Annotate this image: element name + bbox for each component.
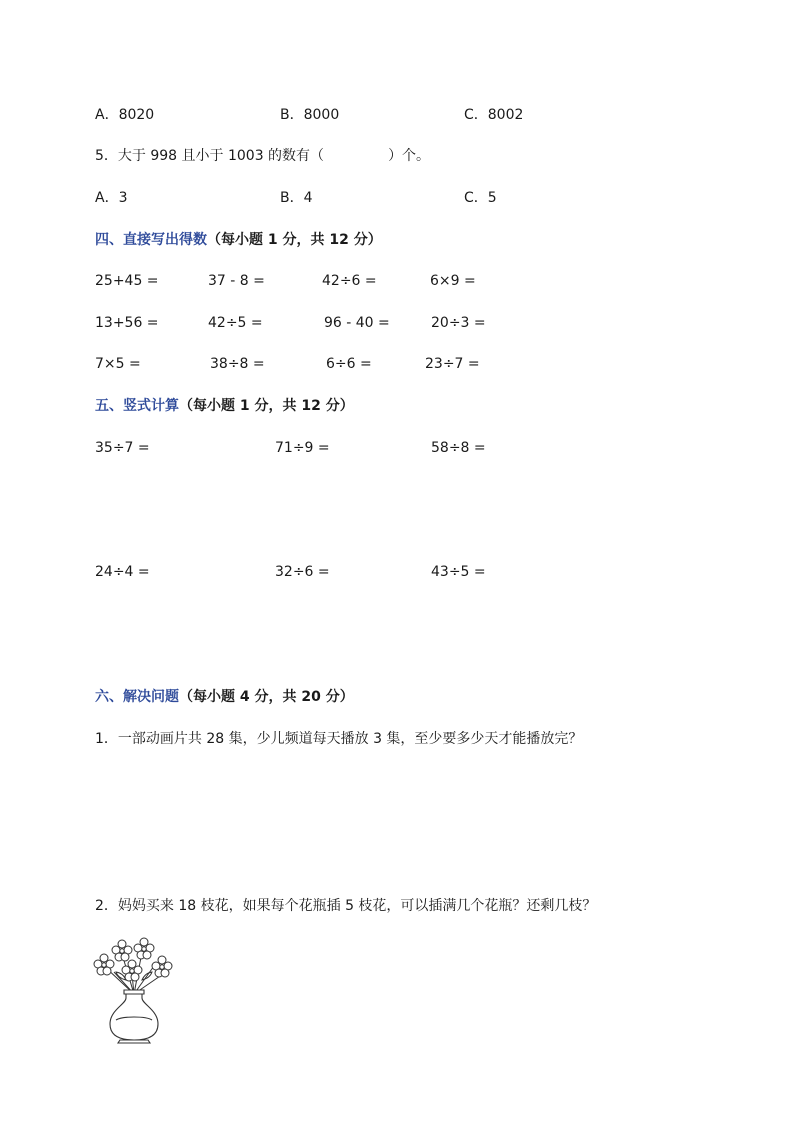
q5-option-a: A．3 [95,190,128,206]
q5-option-c: C．5 [464,190,497,206]
section4-item: 6×9 = [430,273,476,289]
flower-vase-illustration [92,932,176,1044]
section5-heading [95,397,354,415]
section6-question-1: 1．一部动画片共 28 集，少儿频道每天播放 3 集，至少要多少天才能播放完？ [95,731,583,747]
flower [112,940,132,961]
section6-question-2: 2．妈妈买来 18 枝花，如果每个花瓶插 5 枝花，可以插满几个花瓶？还剩几枝？ [95,898,597,914]
section4-heading [95,231,382,249]
flower [134,938,154,959]
section5-item: 35÷7 = [95,440,150,456]
section4-note: （每小题 1 分，共 12 分） [207,232,382,248]
section5-item: 58÷8 = [431,440,486,456]
q5-option-b: B．4 [280,190,313,206]
q4-option-a: A．8020 [95,107,155,123]
q5-stem [95,147,430,165]
section5-item: 24÷4 = [95,564,150,580]
section4-item: 7×5 = [95,356,141,372]
section4-item: 6÷6 = [326,356,372,372]
section4-item: 25+45 = [95,273,159,289]
section5-item: 32÷6 = [275,564,330,580]
section4-item: 20÷3 = [431,315,486,331]
section4-item: 42÷5 = [208,315,263,331]
section4-item: 38÷8 = [210,356,265,372]
flower [152,956,172,977]
section5-note: （每小题 1 分，共 12 分） [179,398,354,414]
section6-note: （每小题 4 分，共 20 分） [179,689,354,705]
section4-item: 42÷6 = [322,273,377,289]
section6-title: 六、解决问题 [95,689,179,705]
q5-stem-before: 5．大于 998 且小于 1003 的数有（ [95,148,325,164]
q5-stem-after: ）个。 [388,148,431,164]
section4-item: 96 - 40 = [324,315,390,331]
section5-title: 五、竖式计算 [95,398,179,414]
q4-option-c: C．8002 [464,107,524,123]
section4-item: 23÷7 = [425,356,480,372]
section5-item: 71÷9 = [275,440,330,456]
section5-item: 43÷5 = [431,564,486,580]
section6-heading [95,688,354,706]
section4-title: 四、直接写出得数 [95,232,207,248]
vase [110,990,158,1043]
flower [94,954,114,975]
section4-item: 13+56 = [95,315,159,331]
section4-item: 37 - 8 = [208,273,265,289]
q4-option-b: B．8000 [280,107,340,123]
